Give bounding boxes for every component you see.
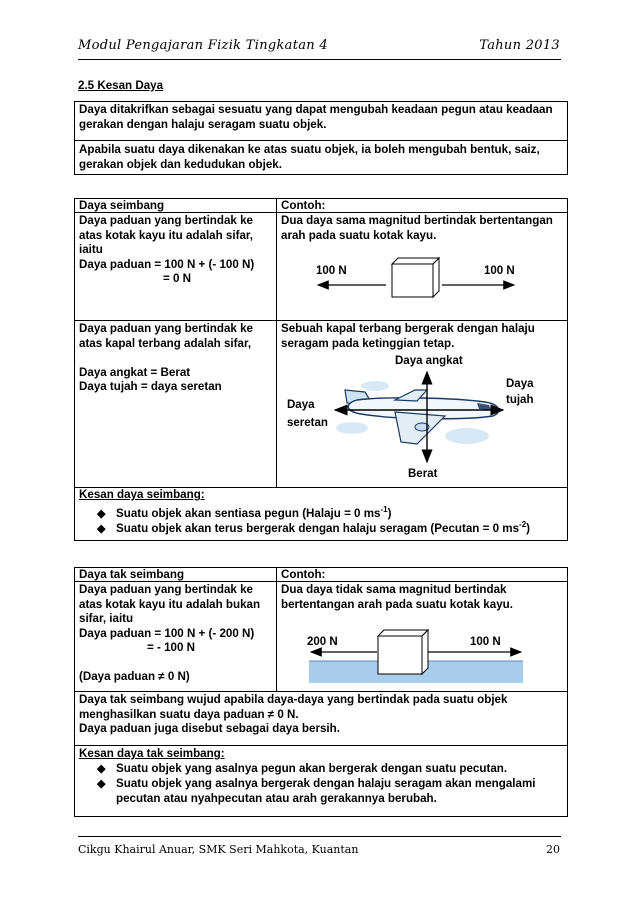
definition-divider [74, 140, 568, 141]
balanced-row1-right [281, 214, 566, 243]
page-number: 20 [546, 843, 560, 856]
text-line: Daya tak seimbang wujud apabila daya-daya yang bertindak pada suatu objek [79, 693, 508, 706]
cloud [445, 428, 489, 444]
crate-top [378, 630, 428, 636]
footer-author: Cikgu Khairul Anuar, SMK Seri Mahkota, Kuantan [78, 843, 359, 856]
unbalanced-effect-2-cont: pecutan atau nyahpecutan atau arah gerakannya berubah. [116, 792, 437, 805]
lift-label: Daya angkat [395, 355, 463, 367]
force-label-right: 100 N [484, 265, 515, 277]
thrust-label-2: tujah [506, 394, 534, 406]
unbalanced-box-diagram [277, 628, 567, 690]
text-line: atas kotak kayu itu adalah sifar, [79, 228, 253, 242]
footer-rule [78, 836, 561, 837]
header-rule [78, 59, 561, 60]
definition-text: Daya ditakrifkan sebagai sesuatu yang dapat mengubah keadaan pegun atau keadaan gerakan dengan halaju seragam suatu objek. [79, 103, 553, 131]
cloud [336, 422, 368, 434]
text-span: ) [526, 521, 531, 535]
crate-side [422, 630, 428, 674]
text-line: atas kotak kayu itu adalah bukan [79, 597, 261, 611]
diamond-bullet-icon: ◆ [97, 763, 106, 775]
text-line: Sebuah kapal terbang bergerak dengan halaju [281, 322, 535, 335]
balanced-effect-2 [97, 518, 530, 536]
balanced-col1-head: Daya seimbang [79, 199, 165, 212]
wooden-crate [392, 264, 433, 297]
header-year: Tahun 2013 [479, 38, 560, 53]
unbalanced-col1-head: Daya tak seimbang [79, 568, 185, 581]
diamond-bullet-icon: ◆ [97, 778, 106, 790]
text-line: Dua daya tidak sama magnitud bertindak [281, 583, 507, 596]
unbalanced-right [281, 583, 566, 612]
text-span: Suatu objek akan sentiasa pegun (Halaju = 0 ms [116, 506, 381, 520]
drag-label-1: Daya [287, 399, 315, 411]
unbalanced-left [79, 583, 274, 685]
text-line: seragam pada ketinggian tetap. [281, 336, 455, 350]
thrust-label-1: Daya [506, 378, 534, 390]
text-line: = 0 N [163, 272, 192, 285]
balanced-box-diagram [276, 250, 568, 320]
unbalanced-row-divider [74, 691, 568, 692]
text-span: ) [387, 506, 392, 520]
wooden-crate [378, 636, 422, 674]
balanced-row1-left [79, 214, 274, 287]
diamond-bullet-icon: ◆ [97, 507, 106, 520]
unbalanced-col2-head: Contoh: [281, 568, 326, 581]
text-line: sifar, iaitu [79, 612, 134, 625]
unbalanced-note [79, 693, 564, 737]
balanced-row-divider [74, 320, 568, 321]
text-span: Suatu objek yang asalnya pegun akan bergerak dengan suatu pecutan. [116, 762, 508, 775]
text-line: menghasilkan suatu daya paduan ≠ 0 N. [79, 707, 299, 721]
text-line: Daya paduan juga disebut sebagai daya bersih. [79, 722, 340, 735]
unbalanced-effects-divider [74, 745, 568, 746]
text-line: (Daya paduan ≠ 0 N) [79, 670, 190, 683]
crate-side [433, 258, 439, 297]
balanced-row2-right [281, 322, 566, 351]
text-span: Suatu objek akan terus bergerak dengan halaju seragam (Pecutan = 0 ms [116, 521, 520, 535]
text-line: Daya paduan yang bertindak ke [79, 583, 253, 596]
crate-top [392, 258, 439, 264]
cloud [361, 381, 389, 391]
force-label-left: 100 N [316, 265, 347, 277]
text-line: = - 100 N [147, 641, 196, 654]
unbalanced-effect-2 [97, 777, 535, 792]
unbalanced-effect-1 [97, 762, 507, 777]
text-line: Daya paduan = 100 N + (- 100 N) [79, 257, 255, 271]
text-line: atas kapal terbang adalah sifar, [79, 336, 252, 350]
text-line: Daya paduan = 100 N + (- 200 N) [79, 626, 255, 640]
superscript: -1 [380, 505, 388, 514]
header-title: Modul Pengajaran Fizik Tingkatan 4 [78, 38, 328, 53]
effect-text: Apabila suatu daya dikenakan ke atas suatu objek, ia boleh mengubah bentuk, saiz, gerakan objek dan kedudukan objek. [79, 143, 540, 171]
text-span: Suatu objek yang asalnya bergerak dengan halaju seragam akan mengalami [116, 777, 536, 790]
text-line: Daya angkat = Berat [79, 365, 191, 379]
balanced-col2-head: Contoh: [281, 199, 326, 212]
force-label-left: 200 N [307, 636, 338, 648]
text-line: Daya paduan yang bertindak ke [79, 322, 253, 335]
text-line: Dua daya sama magnitud bertindak bertentangan [281, 214, 553, 227]
force-label-right: 100 N [470, 636, 501, 648]
text-line: Daya paduan yang bertindak ke [79, 214, 253, 227]
superscript: -2 [519, 520, 527, 529]
weight-label: Berat [408, 468, 438, 480]
balanced-effects-title: Kesan daya seimbang: [79, 488, 205, 501]
unbalanced-effects-title: Kesan daya tak seimbang: [79, 747, 225, 760]
text-line: iaitu [79, 243, 103, 256]
text-line: Daya tujah = daya seretan [79, 380, 222, 393]
section-title: 2.5 Kesan Daya [78, 79, 164, 92]
drag-label-2: seretan [287, 417, 328, 429]
balanced-row2-left [79, 322, 274, 395]
text-line: arah pada suatu kotak kayu. [281, 228, 437, 242]
diamond-bullet-icon: ◆ [97, 522, 106, 535]
airplane-diagram [277, 350, 567, 486]
text-line: bertentangan arah pada suatu kotak kayu. [281, 597, 513, 611]
